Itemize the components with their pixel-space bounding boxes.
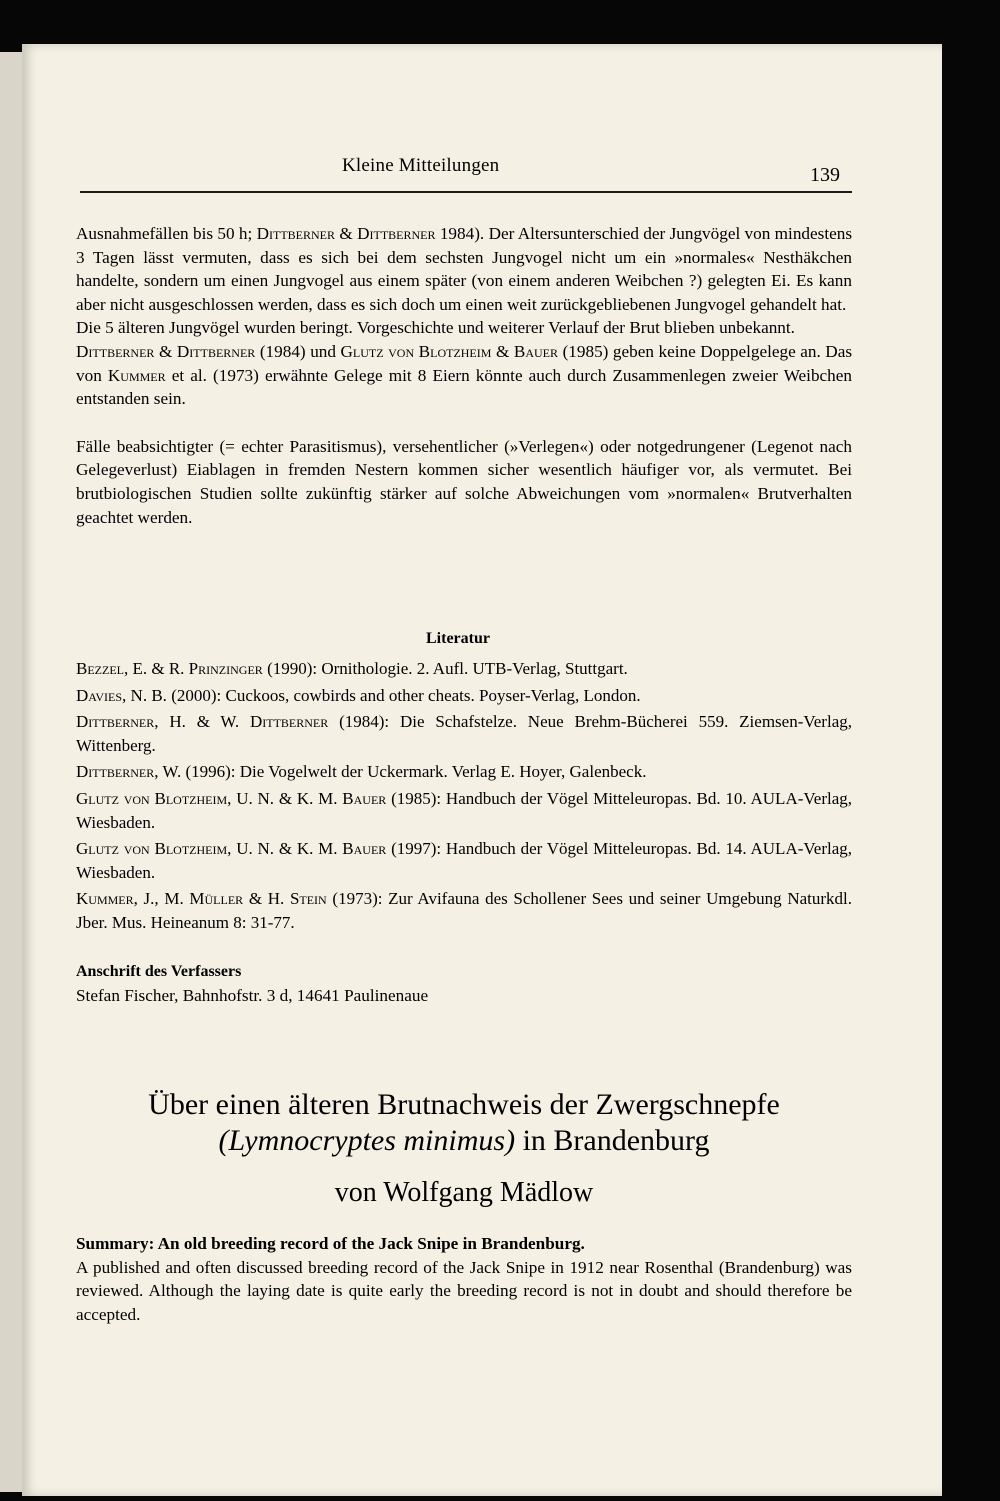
species-name: (Lymnocryptes minimus) [218, 1124, 516, 1157]
ref-details: (1985): Handbuch der Vögel Mitteleuropas. Bd. 10. AULA-Verlag, Wiesbaden. [76, 788, 852, 832]
reference-item [76, 837, 852, 884]
summary-text: A published and often discussed breeding record of the Jack Snipe in 1912 near Rosenthal (Brandenburg) was reviewed. Although the laying date is quite early the breeding record is not in doubt and should therefore be accepted. [76, 1257, 852, 1324]
running-head: Kleine Mitteilungen [342, 155, 500, 176]
paragraph-4: Fälle beabsichtigter (= echter Parasitismus), versehentlicher (»Verlegen«) oder notgedrungener (Legenot nach Gelegeverlust) Eiablagen in fremden Nestern kommen sicher wesentlich häufiger vor, als vermutet. Bei brutbiologischen Studien sollte zukünftig stärker auf solche Abweichungen vom »normalen« Brutverhalten geachtet werden. [76, 436, 852, 527]
article-author: von Wolfgang Mädlow [334, 1177, 594, 1208]
title-line-1: Über einen älteren Brutnachweis der Zwergschnepfe [148, 1088, 780, 1121]
summary [76, 1232, 852, 1326]
paragraph-3 [76, 340, 852, 411]
ref-authors: Bezzel, E. & R. Prinzinger [76, 659, 263, 678]
address-text: Stefan Fischer, Bahnhofstr. 3 d, 14641 Paulinenaue [76, 985, 429, 1005]
ref-authors: Glutz von Blotzheim, U. N. & K. M. Bauer [76, 839, 387, 859]
literature-heading: Literatur [426, 630, 490, 647]
author-name: Glutz von Blotzheim [340, 341, 492, 361]
reference-item [76, 710, 852, 757]
text-run: & [335, 224, 358, 243]
paragraph-2: Die 5 älteren Jungvögel wurden beringt. Vorgeschichte und weiterer Verlauf der Brut blieben unbekannt. [76, 318, 795, 338]
text-run: 1984). Der Altersunterschied der Jungvögel von mindestens 3 Tagen lässt vermuten, dass es sich bei dem sechsten Jungvogel nicht um ein »normales« Nesthäkchen handelte, sondern um einen Jungvogel aus einem später (von einem anderen Weibchen ?) gelegten Ei. Es kann aber nicht ausgeschlossen werden, dass es sich doch um einen weit zurückgebliebenen Jungvogel gehandelt hat. [76, 224, 853, 314]
ref-details: (1973): Zur Avifauna des Schollener Sees und seiner Umgebung Naturkdl. Jber. Mus. Heineanum 8: 31-77. [76, 889, 853, 932]
title-line-2 [76, 1123, 852, 1159]
reference-item [76, 760, 852, 784]
main-text [76, 222, 852, 529]
text-run: (1985) geben keine Doppelgelege an. Das von [76, 341, 853, 385]
author-address [76, 960, 852, 1007]
text-run: (1984) und [255, 341, 341, 361]
ref-details: (1990): Ornithologie. 2. Aufl. UTB-Verlag, Stuttgart. [262, 659, 628, 678]
author-name: Bauer [513, 341, 559, 361]
summary-heading: Summary: An old breeding record of the Jack Snipe in Brandenburg. [76, 1234, 585, 1253]
article-title [76, 1087, 852, 1159]
ref-details: (1996): Die Vogelwelt der Uckermark. Verlag E. Hoyer, Galenbeck. [181, 762, 647, 782]
ref-authors: Davies, N. B. [76, 685, 167, 705]
ref-authors: Dittberner, W. [76, 762, 182, 782]
reference-item [76, 887, 852, 934]
page-number: 139 [810, 164, 840, 186]
text-run: Ausnahmefällen bis 50 h; [76, 224, 257, 243]
author-name: Dittberner [176, 341, 256, 361]
reference-item [76, 657, 852, 681]
ref-details: (1984): Die Schafstelze. Neue Brehm-Bücherei 559. Ziemsen-Verlag, Wittenberg. [76, 712, 852, 755]
header-rule [80, 191, 852, 193]
previous-page-edge [0, 52, 24, 1492]
ref-authors: Dittberner, H. & W. Dittberner [76, 712, 329, 732]
title-suffix: in Brandenburg [515, 1124, 710, 1157]
reference-item [76, 787, 852, 834]
ref-details: (1997): Handbuch der Vögel Mitteleuropas. Bd. 14. AULA-Verlag, Wiesbaden. [76, 839, 852, 882]
paragraph-1 [76, 222, 852, 316]
author-name: Dittberner [76, 341, 155, 361]
author-name: Dittberner [357, 224, 436, 243]
address-heading: Anschrift des Verfassers [76, 963, 242, 980]
text-run: et al. (1973) erwähnte Gelege mit 8 Eiern könnte auch durch Zusammenlegen zweier Weibchen entstanden sein. [76, 365, 852, 409]
ref-authors: Kummer, J., M. Müller & H. Stein [76, 889, 327, 909]
reference-item [76, 684, 852, 708]
ref-authors: Glutz von Blotzheim, U. N. & K. M. Bauer [76, 788, 387, 808]
ref-details: (2000): Cuckoos, cowbirds and other cheats. Poyser-Verlag, London. [166, 685, 641, 705]
reference-list [76, 657, 852, 938]
author-name: Dittberner [256, 224, 336, 243]
text-run: & [154, 341, 177, 361]
text-run: & [491, 341, 514, 361]
author-name: Kummer [107, 365, 166, 385]
